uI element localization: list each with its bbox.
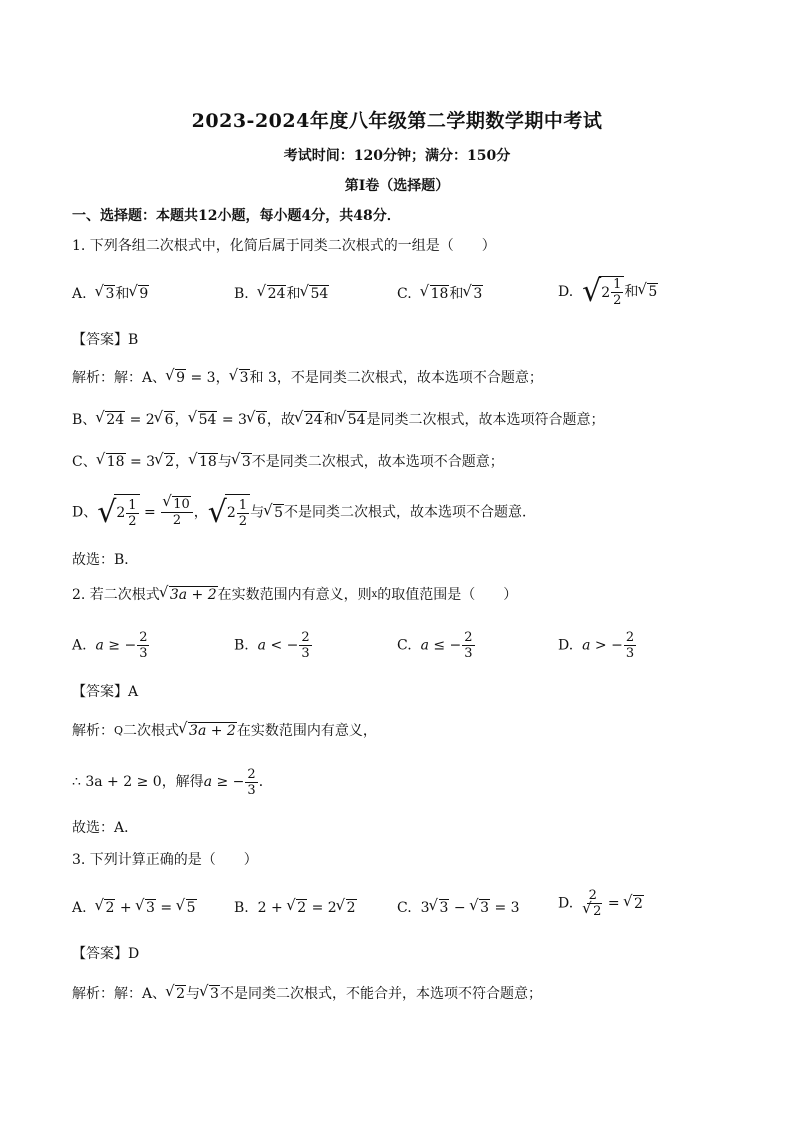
q1-solution-c: C、√ 18 = 3√ 2，√ 18与√ 3不是同类二次根式，故本选项不合题意；: [72, 452, 504, 472]
q2-conclusion: 故选：A．: [72, 820, 139, 836]
question-3-stem: 3. 下列计算正确的是（ ）: [72, 852, 258, 868]
q3-option-c[interactable]: C. 3√ 3 − √ 3 = 3: [397, 898, 520, 918]
and-text: 和: [449, 286, 464, 302]
q2-solution-1: 解析：$^Q$二次根式√ 3a + 2在实数范围内有意义，: [72, 721, 377, 741]
q2-solution-2: ∴ 3a + 2 ≥ 0，解得a ≥ − $\frac{2}{3}$ ．: [72, 766, 273, 798]
mixed-radical: √ 2 $\frac{1}{2}$: [582, 276, 624, 308]
radical: √ 54: [300, 284, 329, 304]
q3-solution-a: 解析：解：A、√ 2与√ 3不是同类二次根式，不能合并，本选项不符合题意；: [72, 984, 542, 1004]
radical: √ 3: [463, 284, 483, 304]
q3-option-a[interactable]: A. √ 2 + √ 3 = √ 5: [72, 898, 197, 918]
option-label: B.: [234, 286, 249, 302]
q1-option-d[interactable]: [558, 276, 658, 308]
q1-solution-d: D、 √ 2 $\frac{1}{2}$ = √ $\frac{10}{2}$ ， √ 2 $\frac{1}{2}$ 与√ 5不是同类二次根式，故本选项不合题意．: [72, 494, 536, 531]
q3-answer: 【答案】D: [72, 946, 140, 962]
exam-info: 考试时间：120分钟；满分：150分: [283, 148, 511, 164]
option-label: C.: [397, 286, 412, 302]
q3-option-b[interactable]: B. 2 + √ 2 = 2√ 2: [234, 898, 357, 918]
q1-solution-a: 解析：解：A、√ 9 = 3，√ 3和 3，不是同类二次根式，故本选项不合题意；: [72, 368, 543, 388]
and-text: 和: [115, 286, 130, 302]
q3-option-d[interactable]: D. 2 √ 2 = √ 2: [558, 888, 644, 919]
q2-option-b[interactable]: B. a < − $\frac{2}{3}$: [234, 630, 310, 661]
radical: √ 9: [129, 284, 149, 304]
q2-option-d[interactable]: D. a > − $\frac{2}{3}$: [558, 630, 635, 661]
q1-conclusion: 故选：B．: [72, 552, 139, 568]
q2-option-c[interactable]: C. a ≤ − $\frac{2}{3}$: [397, 630, 473, 661]
option-label: A.: [72, 286, 87, 302]
section-heading: 一、选择题：本题共12小题，每小题4分，共48分．: [72, 208, 401, 224]
volume-heading: 第I卷（选择题）: [344, 178, 450, 194]
q1-answer: 【答案】B: [72, 332, 139, 348]
q1-option-a[interactable]: [72, 284, 149, 304]
radical: √ 5: [638, 282, 658, 302]
question-2-stem: 2. 若二次根式√ 3a + 2在实数范围内有意义，则$^x$的取值范围是（ ）: [72, 585, 517, 605]
and-text: 和: [286, 286, 301, 302]
q1-option-b[interactable]: [234, 284, 329, 304]
q2-option-a[interactable]: A. a ≥ − $\frac{2}{3}$: [72, 630, 148, 661]
q1-solution-b: B、√ 24 = 2√ 6，√ 54 = 3√ 6，故√ 24和√ 54是同类二次根式，故本选项符合题意；: [72, 410, 605, 430]
exam-title: 2023-2024年度八年级第二学期数学期中考试: [191, 110, 603, 132]
radical: √ 18: [421, 284, 450, 304]
radical: √ 3: [95, 284, 115, 304]
q2-answer: 【答案】A: [72, 684, 139, 700]
question-1-stem: 1. 下列各组二次根式中，化简后属于同类二次根式的一组是（ ）: [72, 238, 496, 254]
option-label: D.: [558, 284, 574, 300]
and-text: 和: [624, 284, 639, 300]
radical: √ 24: [258, 284, 287, 304]
q1-option-c[interactable]: [397, 284, 483, 304]
